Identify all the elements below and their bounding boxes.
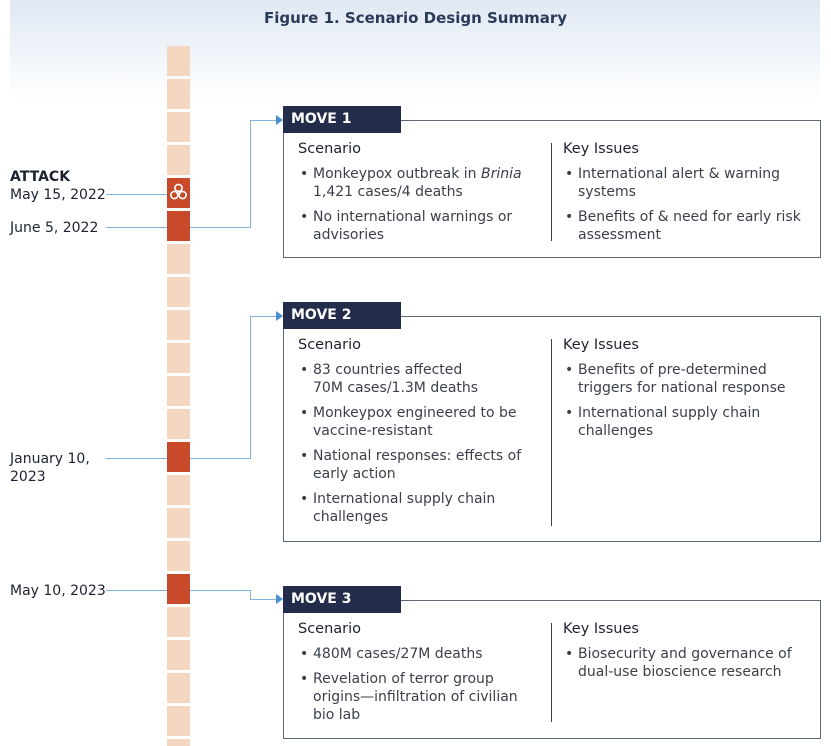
timeline-segment xyxy=(167,475,190,505)
move1-tab: MOVE 1 xyxy=(283,106,401,133)
timeline-segment xyxy=(167,739,190,746)
move2-scenario-column xyxy=(298,336,528,533)
timeline-segment xyxy=(167,376,190,406)
list-item: • Monkeypox outbreak in Brinia 1,421 cases/4 deaths xyxy=(298,165,528,201)
move1-date-label: June 5, 2022 xyxy=(10,220,99,236)
list-item: • No international warnings or advisories xyxy=(298,208,528,244)
move2-scenario-heading: Scenario xyxy=(298,337,362,353)
move2-connector-vertical xyxy=(250,316,251,459)
list-item: • International supply chain challenges xyxy=(563,404,803,440)
list-item: • 83 countries affected 70M cases/1.3M deaths xyxy=(298,361,528,397)
attack-date-label: May 15, 2022 xyxy=(10,187,106,203)
move1-arrow xyxy=(276,115,283,125)
list-item: • National responses: effects of early action xyxy=(298,447,528,483)
move1-panel xyxy=(283,106,820,258)
move1-scenario-heading: Scenario xyxy=(298,141,362,157)
timeline-bar xyxy=(167,46,190,746)
timeline-segment-attack xyxy=(167,178,190,208)
timeline-segment xyxy=(167,46,190,76)
move3-connector-vertical xyxy=(250,590,251,599)
move3-connector-top xyxy=(250,599,277,600)
move3-date-label: May 10, 2023 xyxy=(10,583,106,599)
timeline-segment xyxy=(167,640,190,670)
move3-connector xyxy=(190,590,250,591)
move1-connector-vertical xyxy=(250,120,251,228)
list-item: • Revelation of terror group origins—infiltration of civilian bio lab xyxy=(298,670,528,724)
timeline-segment-move3 xyxy=(167,574,190,604)
move1-date-connector xyxy=(106,227,167,228)
move2-panel xyxy=(283,302,820,542)
figure-title: Figure 1. Scenario Design Summary xyxy=(263,9,568,27)
move3-issues-column xyxy=(563,620,803,688)
move3-scenario-column xyxy=(298,620,528,731)
move2-date-connector xyxy=(106,458,167,459)
list-item: • 480M cases/27M deaths xyxy=(298,645,528,663)
timeline-segment xyxy=(167,508,190,538)
timeline-segment xyxy=(167,277,190,307)
timeline-segment-move2 xyxy=(167,442,190,472)
move2-arrow xyxy=(276,311,283,321)
move3-panel xyxy=(283,586,820,740)
move1-issues-column xyxy=(563,140,803,251)
move2-issues-heading: Key Issues xyxy=(563,337,639,353)
attack-connector xyxy=(106,194,167,195)
move1-connector-top xyxy=(250,120,277,121)
list-item: • Biosecurity and governance of dual-use bioscience research xyxy=(563,645,803,681)
timeline-segment-move1 xyxy=(167,211,190,241)
list-item: • International supply chain challenges xyxy=(298,490,528,526)
move2-issues-column xyxy=(563,336,803,447)
move3-scenario-heading: Scenario xyxy=(298,621,362,637)
move3-divider xyxy=(551,623,552,722)
timeline-segment xyxy=(167,607,190,637)
move1-divider xyxy=(551,143,552,241)
timeline-segment xyxy=(167,541,190,571)
move2-divider xyxy=(551,339,552,526)
timeline-segment xyxy=(167,145,190,175)
move2-connector-top xyxy=(250,316,277,317)
move1-connector xyxy=(190,227,250,228)
move1-scenario-column xyxy=(298,140,528,251)
list-item: • Benefits of & need for early risk assessment xyxy=(563,208,803,244)
list-item: • Benefits of pre-determined triggers for national response xyxy=(563,361,803,397)
biohazard-icon xyxy=(167,178,190,208)
timeline-segment xyxy=(167,343,190,373)
timeline-segment xyxy=(167,706,190,736)
move3-issues-heading: Key Issues xyxy=(563,621,639,637)
timeline-segment xyxy=(167,673,190,703)
list-item: • International alert & warning systems xyxy=(563,165,803,201)
move2-connector xyxy=(190,458,250,459)
move2-date-label: January 10, 2023 xyxy=(10,451,90,485)
timeline-segment xyxy=(167,310,190,340)
attack-label: ATTACK xyxy=(10,169,71,185)
timeline-segment xyxy=(167,79,190,109)
timeline-segment xyxy=(167,244,190,274)
move3-date-connector xyxy=(106,590,167,591)
move3-tab: MOVE 3 xyxy=(283,586,401,613)
timeline-segment xyxy=(167,112,190,142)
move1-issues-heading: Key Issues xyxy=(563,141,639,157)
move3-arrow xyxy=(276,594,283,604)
list-item: • Monkeypox engineered to be vaccine-resistant xyxy=(298,404,528,440)
move2-tab: MOVE 2 xyxy=(283,302,401,329)
timeline-segment xyxy=(167,409,190,439)
